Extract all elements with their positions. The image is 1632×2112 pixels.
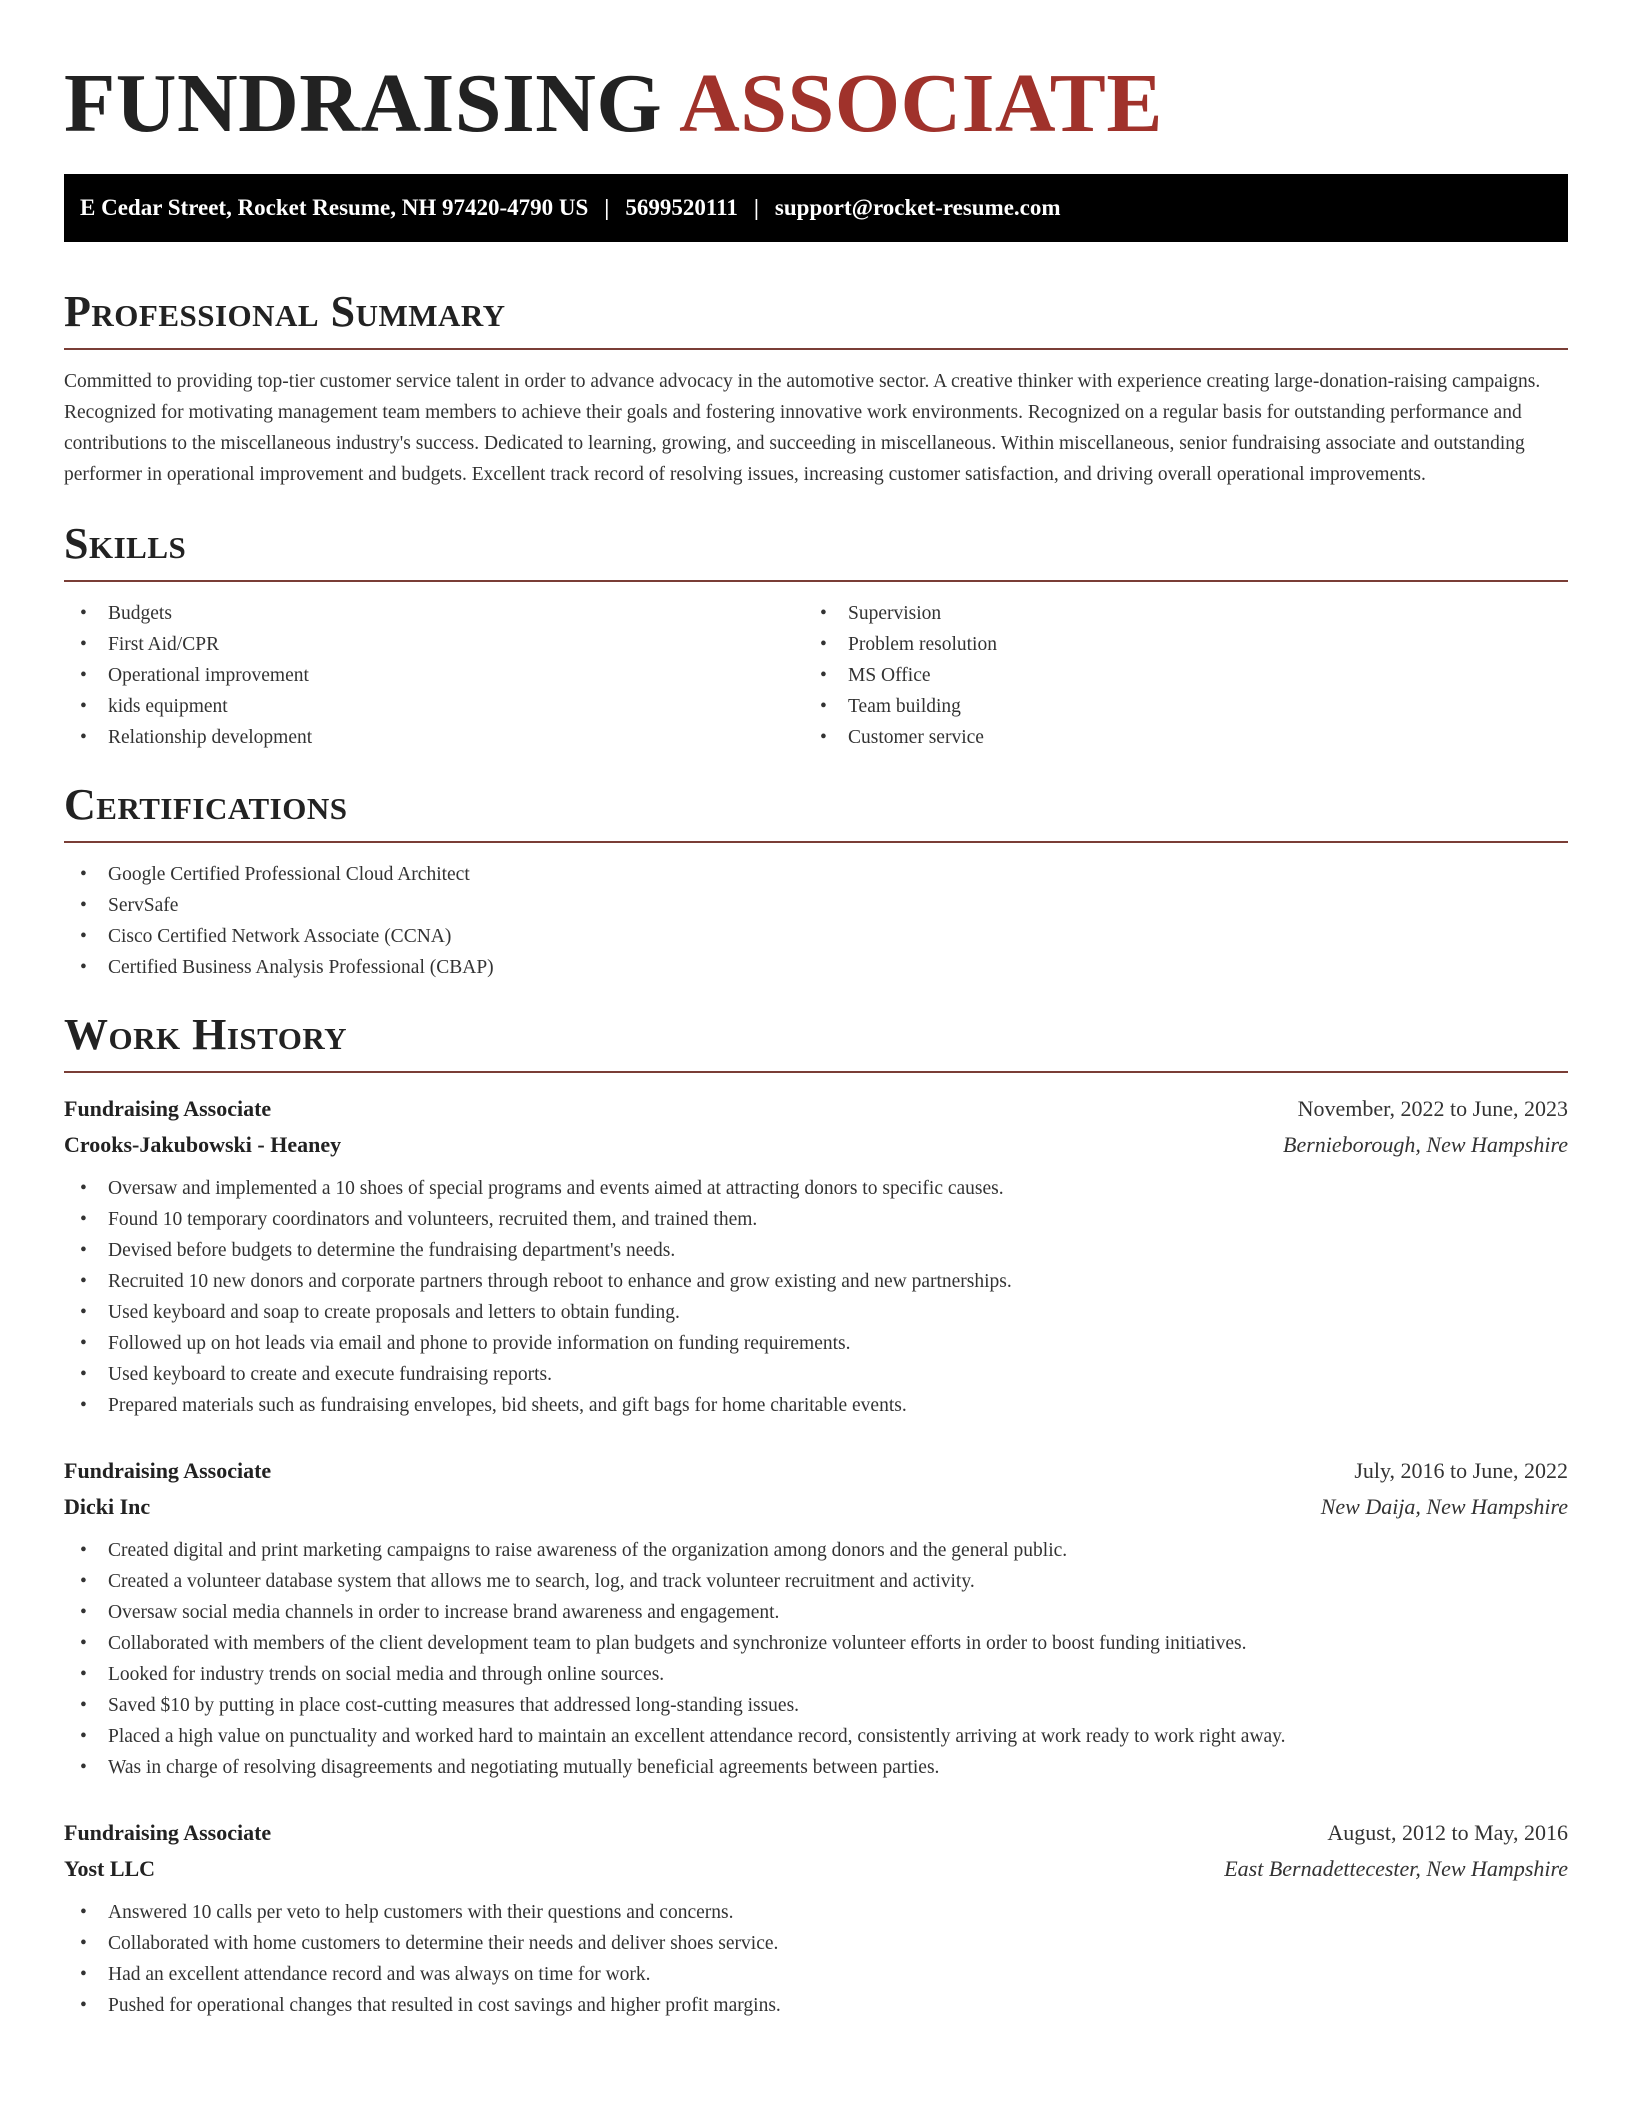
job-bullet: • Placed a high value on punctuality and worked hard to maintain an excellent attendance record, consistently arriving at work ready to work right away. — [64, 1721, 1568, 1752]
work-history-heading: Work History — [64, 1010, 348, 1059]
job-entry — [64, 1091, 1568, 1421]
section-divider — [64, 1071, 1568, 1073]
job-bullet: • Followed up on hot leads via email and phone to provide information on funding requirements. — [64, 1328, 1568, 1359]
job-bullet: • Pushed for operational changes that resulted in cost savings and higher profit margins. — [64, 1990, 1568, 2021]
job-bullet: • Saved $10 by putting in place cost-cutting measures that addressed long-standing issues. — [64, 1690, 1568, 1721]
title-second-word: ASSOCIATE — [679, 57, 1163, 150]
certification-item: • Cisco Certified Network Associate (CCNA) — [64, 921, 1568, 952]
job-bullets — [64, 1173, 1568, 1421]
job-location: Bernieborough, New Hampshire — [1283, 1132, 1568, 1157]
job-bullet: • Collaborated with home customers to determine their needs and deliver shoes service. — [64, 1928, 1568, 1959]
contact-separator: | — [604, 195, 610, 220]
job-bullet: • Used keyboard to create and execute fundraising reports. — [64, 1359, 1568, 1390]
skill-item: • First Aid/CPR — [64, 629, 804, 660]
work-history-section — [64, 1009, 1568, 2021]
summary-text: Committed to providing top-tier customer service talent in order to advance advocacy in the automotive sector. A creative thinker with experience creating large-donation-raising campaigns. Recognized for motivating management team members to achieve their goals and fostering innovative work environments. Recognized on a regular basis for outstanding performance and contributions to the miscellaneous industry's success. Dedicated to learning, growing, and succeeding in miscellaneous. Within miscellaneous, senior fundraising associate and outstanding performer in operational improvement and budgets. Excellent track record of resolving issues, increasing customer satisfaction, and driving overall operational improvements. — [64, 371, 1541, 485]
job-bullet: • Looked for industry trends on social media and through online sources. — [64, 1659, 1568, 1690]
job-location: East Bernadettecester, New Hampshire — [1224, 1856, 1568, 1881]
skill-item: • Budgets — [64, 598, 804, 629]
resume-title — [64, 52, 1568, 156]
job-company-row — [64, 1851, 1568, 1887]
contact-email: support@rocket-resume.com — [774, 195, 1061, 220]
skill-item: • Supervision — [804, 598, 1544, 629]
skills-section — [64, 518, 1568, 753]
job-bullet: • Had an excellent attendance record and was always on time for work. — [64, 1959, 1568, 1990]
job-bullet: • Devised before budgets to determine the fundraising department's needs. — [64, 1235, 1568, 1266]
job-bullet: • Used keyboard and soap to create proposals and letters to obtain funding. — [64, 1297, 1568, 1328]
skill-item: • MS Office — [804, 660, 1544, 691]
job-title: Fundraising Associate — [64, 1820, 272, 1845]
job-header-row — [64, 1815, 1568, 1851]
contact-bar — [64, 174, 1568, 242]
certification-item: • Google Certified Professional Cloud Architect — [64, 859, 1568, 890]
job-dates: July, 2016 to June, 2022 — [1354, 1458, 1568, 1483]
skill-item: • Operational improvement — [64, 660, 804, 691]
job-title: Fundraising Associate — [64, 1458, 272, 1483]
job-entry — [64, 1453, 1568, 1783]
title-first-word: FUNDRAISING — [64, 57, 663, 150]
skills-list-left — [64, 598, 804, 753]
certification-item: • Certified Business Analysis Professional (CBAP) — [64, 952, 1568, 983]
job-bullet: • Created digital and print marketing campaigns to raise awareness of the organization among donors and the general public. — [64, 1535, 1568, 1566]
job-entry — [64, 1815, 1568, 2021]
certifications-section — [64, 779, 1568, 983]
contact-phone: 5699520111 — [625, 195, 738, 220]
job-bullet: • Created a volunteer database system that allows me to search, log, and track volunteer recruitment and activity. — [64, 1566, 1568, 1597]
contact-address: E Cedar Street, Rocket Resume, NH 97420-4790 US — [80, 195, 589, 220]
certification-item: • ServSafe — [64, 890, 1568, 921]
job-company: Dicki Inc — [64, 1494, 151, 1519]
certifications-heading: Certifications — [64, 780, 348, 829]
job-bullet: • Prepared materials such as fundraising envelopes, bid sheets, and gift bags for home charitable events. — [64, 1390, 1568, 1421]
job-company: Crooks-Jakubowski - Heaney — [64, 1132, 342, 1157]
skills-grid — [64, 598, 1568, 753]
summary-section — [64, 286, 1568, 490]
skill-item: • Team building — [804, 691, 1544, 722]
job-header-row — [64, 1453, 1568, 1489]
skills-list-right — [804, 598, 1544, 753]
job-bullet: • Answered 10 calls per veto to help customers with their questions and concerns. — [64, 1897, 1568, 1928]
job-bullets — [64, 1535, 1568, 1783]
skills-heading: Skills — [64, 519, 187, 568]
job-company: Yost LLC — [64, 1856, 156, 1881]
job-bullet: • Was in charge of resolving disagreements and negotiating mutually beneficial agreements between parties. — [64, 1752, 1568, 1783]
job-bullet: • Recruited 10 new donors and corporate partners through reboot to enhance and grow existing and new partnerships. — [64, 1266, 1568, 1297]
job-bullet: • Oversaw social media channels in order to increase brand awareness and engagement. — [64, 1597, 1568, 1628]
job-bullets — [64, 1897, 1568, 2021]
job-bullet: • Collaborated with members of the client development team to plan budgets and synchronize volunteer efforts in order to boost funding initiatives. — [64, 1628, 1568, 1659]
contact-separator: | — [753, 195, 759, 220]
skill-item: • Relationship development — [64, 722, 804, 753]
job-bullet: • Found 10 temporary coordinators and volunteers, recruited them, and trained them. — [64, 1204, 1568, 1235]
job-bullet: • Oversaw and implemented a 10 shoes of special programs and events aimed at attracting donors to specific causes. — [64, 1173, 1568, 1204]
job-title: Fundraising Associate — [64, 1096, 272, 1121]
job-company-row — [64, 1489, 1568, 1525]
certifications-list — [64, 859, 1568, 983]
job-company-row — [64, 1127, 1568, 1163]
skill-item: • Customer service — [804, 722, 1544, 753]
summary-heading: Professional Summary — [64, 287, 506, 336]
job-header-row — [64, 1091, 1568, 1127]
section-divider — [64, 841, 1568, 843]
skill-item: • Problem resolution — [804, 629, 1544, 660]
job-dates: August, 2012 to May, 2016 — [1327, 1820, 1568, 1845]
skill-item: • kids equipment — [64, 691, 804, 722]
job-location: New Daija, New Hampshire — [1320, 1494, 1568, 1519]
section-divider — [64, 580, 1568, 582]
section-divider — [64, 348, 1568, 350]
job-dates: November, 2022 to June, 2023 — [1297, 1096, 1568, 1121]
